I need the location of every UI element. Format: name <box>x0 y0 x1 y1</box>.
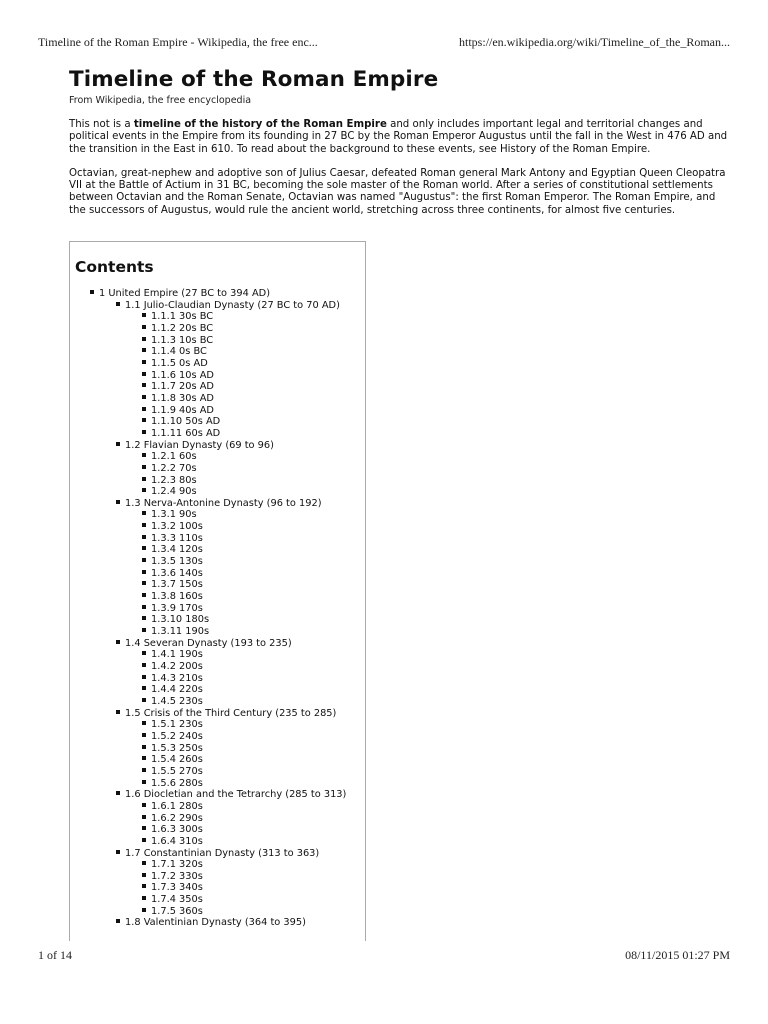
bullet-icon <box>142 675 146 679</box>
toc-link[interactable]: 1.5.4 260s <box>151 754 203 766</box>
toc-item <box>70 859 365 871</box>
toc-link[interactable]: 1.4.1 190s <box>151 649 203 661</box>
bullet-icon <box>142 768 146 772</box>
toc-link[interactable]: 1.6.4 310s <box>151 835 203 847</box>
print-timestamp: 08/11/2015 01:27 PM <box>625 948 730 962</box>
page-tagline: From Wikipedia, the free encyclopedia <box>69 95 252 106</box>
bullet-icon <box>142 407 146 411</box>
bullet-icon <box>142 511 146 515</box>
toc-link[interactable]: 1.3.5 130s <box>151 556 203 568</box>
toc-item <box>70 708 365 720</box>
toc-item <box>70 451 365 463</box>
toc-item <box>70 614 365 626</box>
toc-link[interactable]: 1.8 Valentinian Dynasty (364 to 395) <box>125 917 306 929</box>
toc-link[interactable]: 1.6.2 290s <box>151 812 203 824</box>
toc-link[interactable]: 1.1 Julio-Claudian Dynasty (27 BC to 70 AD) <box>125 299 340 311</box>
toc-link[interactable]: 1.2.4 90s <box>151 486 197 498</box>
bullet-icon <box>142 780 146 784</box>
toc-link[interactable]: 1.1.4 0s BC <box>151 346 207 358</box>
toc-item <box>70 789 365 801</box>
toc-link[interactable]: 1.4.5 230s <box>151 695 203 707</box>
toc-item <box>70 358 365 370</box>
bullet-icon <box>142 908 146 912</box>
bullet-icon <box>142 651 146 655</box>
bullet-icon <box>142 861 146 865</box>
toc-item <box>70 906 365 918</box>
toc-link[interactable]: 1.3.7 150s <box>151 579 203 591</box>
bullet-icon <box>142 628 146 632</box>
toc-link[interactable]: 1.6.3 300s <box>151 824 203 836</box>
toc-item <box>70 475 365 487</box>
toc-link[interactable]: 1.1.8 30s AD <box>151 392 214 404</box>
bullet-icon <box>142 838 146 842</box>
toc-item <box>70 661 365 673</box>
toc-link[interactable]: 1.4.4 220s <box>151 684 203 696</box>
bullet-icon <box>142 535 146 539</box>
toc-item <box>70 766 365 778</box>
intro-bold-phrase: timeline of the history of the Roman Empire <box>133 119 387 130</box>
toc-link[interactable]: 1.1.10 50s AD <box>151 416 221 428</box>
toc-link[interactable]: 1.2.3 80s <box>151 474 197 486</box>
bullet-icon <box>142 686 146 690</box>
toc-item <box>70 813 365 825</box>
toc-link[interactable]: 1.3.8 160s <box>151 591 203 603</box>
toc-item <box>70 370 365 382</box>
toc-item <box>70 754 365 766</box>
toc-link[interactable]: 1.1.3 10s BC <box>151 334 214 346</box>
toc-link[interactable]: 1.1.11 60s AD <box>151 427 221 439</box>
toc-link[interactable]: 1.7.2 330s <box>151 870 203 882</box>
toc-item <box>70 743 365 755</box>
toc-link[interactable]: 1.3.2 100s <box>151 521 203 533</box>
toc-link[interactable]: 1.2.1 60s <box>151 451 197 463</box>
bullet-icon <box>142 745 146 749</box>
toc-item <box>70 719 365 731</box>
toc-item <box>70 824 365 836</box>
bullet-icon <box>142 896 146 900</box>
toc-link[interactable]: 1.7.5 360s <box>151 905 203 917</box>
toc-item <box>70 696 365 708</box>
bullet-icon <box>142 337 146 341</box>
toc-item <box>70 603 365 615</box>
bullet-icon <box>142 581 146 585</box>
toc-item <box>70 405 365 417</box>
toc-list <box>70 288 365 929</box>
bullet-icon <box>116 302 120 306</box>
toc-item <box>70 533 365 545</box>
toc-item <box>70 300 365 312</box>
toc-link[interactable]: 1.2.2 70s <box>151 462 197 474</box>
toc-link[interactable]: 1.4 Severan Dynasty (193 to 235) <box>125 637 292 649</box>
toc-item <box>70 731 365 743</box>
print-footer <box>38 948 730 963</box>
bullet-icon <box>116 919 120 923</box>
toc-item <box>70 428 365 440</box>
intro-text-start: This not is a <box>69 119 134 130</box>
bullet-icon <box>142 383 146 387</box>
toc-link[interactable]: 1.5.1 230s <box>151 719 203 731</box>
toc-item <box>70 509 365 521</box>
toc-title: Contents <box>75 258 154 276</box>
bullet-icon <box>142 360 146 364</box>
toc-link[interactable]: 1.5.5 270s <box>151 765 203 777</box>
article-body <box>69 66 729 217</box>
toc-link[interactable]: 1.7.3 340s <box>151 882 203 894</box>
toc-link[interactable]: 1.5.3 250s <box>151 742 203 754</box>
toc-link[interactable]: 1.6.1 280s <box>151 800 203 812</box>
toc-item <box>70 416 365 428</box>
toc-item <box>70 579 365 591</box>
toc-item <box>70 638 365 650</box>
toc-item <box>70 311 365 323</box>
toc-item <box>70 440 365 452</box>
bullet-icon <box>142 418 146 422</box>
toc-item <box>70 591 365 603</box>
bullet-icon <box>142 453 146 457</box>
toc-link[interactable]: 1.1.9 40s AD <box>151 404 214 416</box>
bullet-icon <box>142 325 146 329</box>
toc-link[interactable]: 1.4.2 200s <box>151 661 203 672</box>
bullet-icon <box>142 826 146 830</box>
bullet-icon <box>142 803 146 807</box>
toc-link[interactable]: 1.1.6 10s AD <box>151 369 214 381</box>
octavian-paragraph: Octavian, great-nephew and adoptive son of Julius Caesar, defeated Roman general Mark Antony and Egyptian Queen Cleopatra VII at the Battle of Actium in 31 BC, becoming the sole master of the Roman world. After a series of constitutional settlements between Octavian and the Roman Senate, Octavian was named "Augustus": the first Roman Emperor. The Roman Empire, and the successors of Augustus, would rule the ancient world, stretching across three continents, for almost five centuries. <box>69 167 726 216</box>
bullet-icon <box>142 313 146 317</box>
toc-link[interactable]: 1.5.6 280s <box>151 777 203 789</box>
toc-link[interactable]: 1.1.7 20s AD <box>151 381 214 393</box>
toc-item <box>70 801 365 813</box>
toc-link[interactable]: 1.4.3 210s <box>151 672 203 684</box>
print-url: https://en.wikipedia.org/wiki/Timeline_of_the_Roman... <box>459 35 730 49</box>
toc-link[interactable]: 1.1.2 20s BC <box>151 322 214 334</box>
toc-item <box>70 335 365 347</box>
toc-item <box>70 544 365 556</box>
toc-item <box>70 381 365 393</box>
toc-item <box>70 626 365 638</box>
bullet-icon <box>142 523 146 527</box>
toc-item <box>70 882 365 894</box>
toc-item <box>70 393 365 405</box>
page-number: 1 of 14 <box>38 948 72 962</box>
bullet-icon <box>116 791 120 795</box>
toc-item <box>70 871 365 883</box>
toc-item <box>70 673 365 685</box>
toc-link[interactable]: 1.3.6 140s <box>151 567 203 579</box>
bullet-icon <box>116 640 120 644</box>
bullet-icon <box>116 850 120 854</box>
bullet-icon <box>142 873 146 877</box>
bullet-icon <box>142 570 146 574</box>
toc-link[interactable]: 1.2 Flavian Dynasty (69 to 96) <box>125 439 274 451</box>
toc-item <box>70 778 365 790</box>
bullet-icon <box>116 500 120 504</box>
intro-paragraph <box>69 119 729 156</box>
toc-item <box>70 848 365 860</box>
bullet-icon <box>142 733 146 737</box>
toc-link[interactable]: 1.3.4 120s <box>151 544 203 556</box>
toc-item <box>70 556 365 568</box>
toc-item <box>70 486 365 498</box>
toc-item <box>70 568 365 580</box>
bullet-icon <box>142 616 146 620</box>
bullet-icon <box>142 698 146 702</box>
toc-item <box>70 463 365 475</box>
bullet-icon <box>90 290 94 294</box>
toc-item <box>70 288 365 300</box>
bullet-icon <box>116 442 120 446</box>
toc-item <box>70 323 365 335</box>
bullet-icon <box>142 430 146 434</box>
toc-link[interactable]: 1.6 Diocletian and the Tetrarchy (285 to 313) <box>125 789 347 801</box>
toc-link[interactable]: 1.3.3 110s <box>151 532 203 544</box>
toc-link[interactable]: 1.3 Nerva-Antonine Dynasty (96 to 192) <box>125 497 322 509</box>
bullet-icon <box>142 558 146 562</box>
bullet-icon <box>142 546 146 550</box>
toc-item <box>70 346 365 358</box>
bullet-icon <box>142 605 146 609</box>
toc-item <box>70 917 365 929</box>
print-page-title: Timeline of the Roman Empire - Wikipedia, the free enc... <box>38 35 318 49</box>
toc-item <box>70 498 365 510</box>
toc-link[interactable]: 1.1.1 30s BC <box>151 311 214 323</box>
bullet-icon <box>142 477 146 481</box>
intro-text-end: and only includes important legal and territorial changes and political events in the Empire from its founding in 27 BC by the Roman Emperor Augustus until the fall in the West in 476 AD and the transition in the East in 610. To read about the background to these events, see History of the Roman Empire. <box>69 119 728 155</box>
toc-item <box>70 684 365 696</box>
toc-link[interactable]: 1.5 Crisis of the Third Century (235 to 285) <box>125 707 337 719</box>
toc-item <box>70 894 365 906</box>
toc-link[interactable]: 1.7 Constantinian Dynasty (313 to 363) <box>125 847 320 859</box>
bullet-icon <box>142 593 146 597</box>
print-header <box>38 35 730 50</box>
toc-link[interactable]: 1.3.11 190s <box>151 626 210 638</box>
toc-link[interactable]: 1.1.5 0s AD <box>151 357 208 369</box>
toc-item <box>70 521 365 533</box>
bullet-icon <box>142 348 146 352</box>
table-of-contents <box>69 241 366 941</box>
toc-link[interactable]: 1.7.4 350s <box>151 894 203 906</box>
toc-link[interactable]: 1.7.1 320s <box>151 859 203 871</box>
toc-link[interactable]: 1 United Empire (27 BC to 394 AD) <box>99 288 271 299</box>
bullet-icon <box>142 663 146 667</box>
toc-item <box>70 836 365 848</box>
bullet-icon <box>142 465 146 469</box>
toc-link[interactable]: 1.3.10 180s <box>151 614 210 626</box>
bullet-icon <box>142 395 146 399</box>
toc-link[interactable]: 1.5.2 240s <box>151 730 203 742</box>
bullet-icon <box>142 756 146 760</box>
bullet-icon <box>142 884 146 888</box>
bullet-icon <box>142 721 146 725</box>
bullet-icon <box>116 710 120 714</box>
page-title: Timeline of the Roman Empire <box>69 67 439 92</box>
toc-link[interactable]: 1.3.1 90s <box>151 509 197 521</box>
bullet-icon <box>142 372 146 376</box>
bullet-icon <box>142 815 146 819</box>
bullet-icon <box>142 488 146 492</box>
toc-item <box>70 649 365 661</box>
toc-link[interactable]: 1.3.9 170s <box>151 602 203 614</box>
